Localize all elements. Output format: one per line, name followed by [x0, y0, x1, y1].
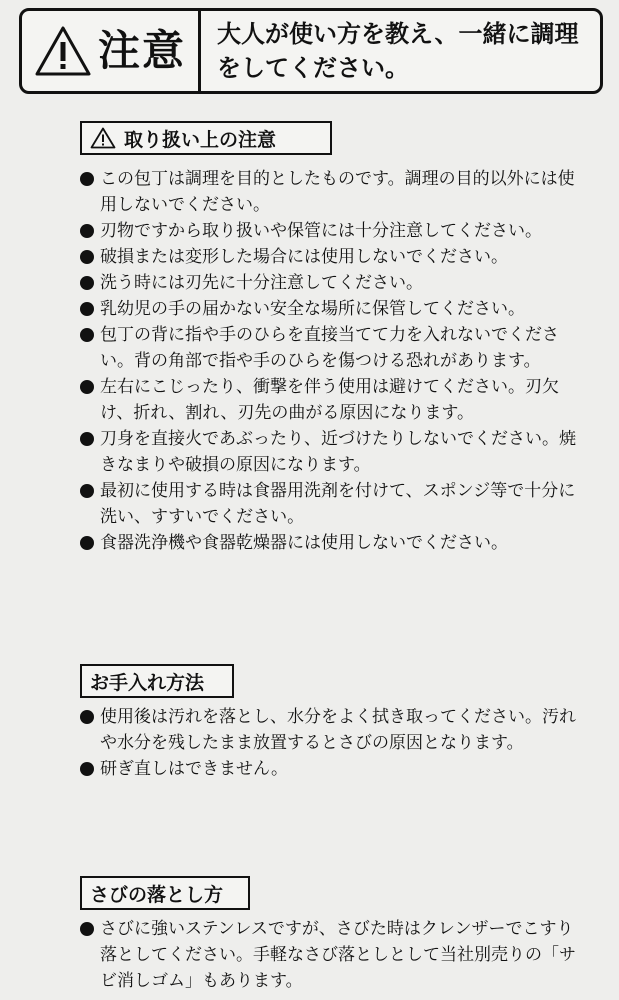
bullet-icon [80, 250, 94, 264]
section-header-care [80, 664, 234, 698]
section-title: お手入れ方法 [90, 671, 205, 694]
section-header-rust [80, 876, 250, 910]
list-item: 左右にこじったり、衝撃を伴う使用は避けてください。刃欠け、折れ、割れ、刃先の曲がる原因になります。 [80, 374, 580, 426]
list-item: 研ぎ直しはできません。 [80, 756, 580, 782]
handling-list [80, 166, 580, 556]
list-item: 使用後は汚れを落とし、水分をよく拭き取ってください。汚れや水分を残したまま放置するとさびの原因となります。 [80, 704, 580, 756]
list-item: 乳幼児の手の届かない安全な場所に保管してください。 [80, 296, 580, 322]
bullet-icon [80, 302, 94, 316]
list-item: 刃物ですから取り扱いや保管には十分注意してください。 [80, 218, 580, 244]
caution-heading [22, 11, 201, 91]
bullet-icon [80, 380, 94, 394]
list-item: 破損または変形した場合には使用しないでください。 [80, 244, 580, 270]
section-title: さびの落とし方 [90, 883, 224, 906]
section-header-handling [80, 121, 332, 155]
caution-message: 大人が使い方を教え、一緒に調理をしてください。 [217, 20, 579, 82]
list-item: 刀身を直接火であぶったり、近づけたりしないでください。焼きなまりや破損の原因になります。 [80, 426, 580, 478]
bullet-icon [80, 536, 94, 550]
bullet-icon [80, 328, 94, 342]
bullet-icon [80, 224, 94, 238]
bullet-icon [80, 432, 94, 446]
list-item: 最初に使用する時は食器用洗剤を付けて、スポンジ等で十分に洗い、すすいでください。 [80, 478, 580, 530]
list-item: 食器洗浄機や食器乾燥器には使用しないでください。 [80, 530, 580, 556]
bullet-icon [80, 172, 94, 186]
bullet-icon [80, 762, 94, 776]
list-item: この包丁は調理を目的としたものです。調理の目的以外には使用しないでください。 [80, 166, 580, 218]
caution-banner [19, 8, 603, 94]
list-item: 洗う時には刃先に十分注意してください。 [80, 270, 580, 296]
list-item: 包丁の背に指や手のひらを直接当てて力を入れないでください。背の角部で指や手のひらを傷つける恐れがあります。 [80, 322, 580, 374]
caution-title: 注意 [98, 26, 187, 75]
bullet-icon [80, 484, 94, 498]
warning-triangle-icon [90, 127, 116, 149]
bullet-icon [80, 922, 94, 936]
warning-triangle-icon [34, 25, 92, 77]
bullet-icon [80, 276, 94, 290]
bullet-icon [80, 710, 94, 724]
care-list [80, 704, 580, 782]
rust-list [80, 916, 580, 994]
list-item: さびに強いステンレスですが、さびた時はクレンザーでこすり落としてください。手軽なさび落としとして当社別売りの「サビ消しゴム」もあります。 [80, 916, 580, 994]
section-title: 取り扱い上の注意 [124, 128, 277, 151]
